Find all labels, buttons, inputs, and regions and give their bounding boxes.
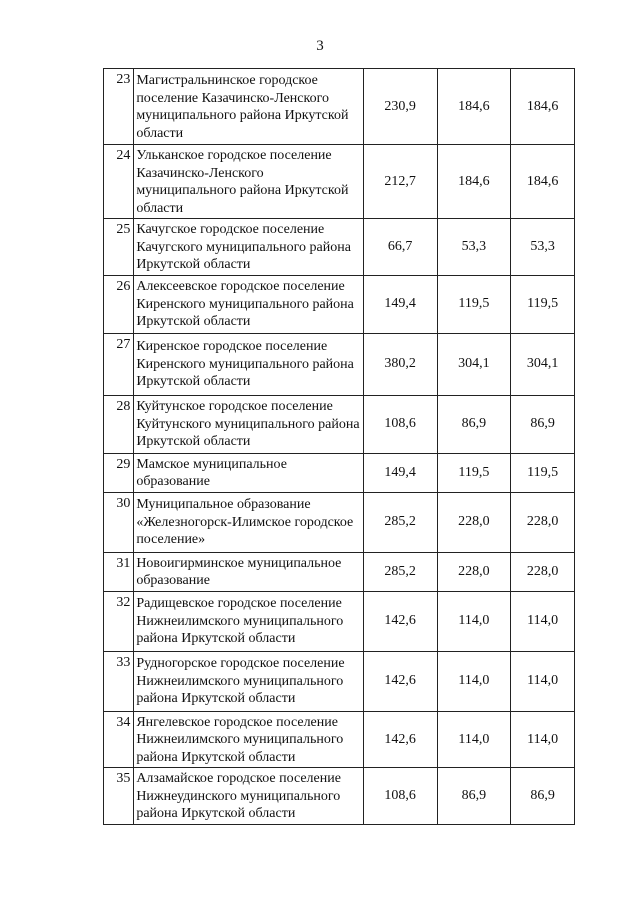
row-number: 33 [104,651,134,711]
page-number: 3 [316,38,324,54]
value-year-1: 142,6 [363,651,437,711]
value-year-3: 114,0 [511,591,575,651]
value-year-1: 142,6 [363,591,437,651]
table-row [104,651,575,711]
value-year-3: 53,3 [511,219,575,276]
row-number: 29 [104,453,134,492]
value-year-1: 149,4 [363,275,437,333]
table-row [104,492,575,552]
row-number: 35 [104,768,134,825]
value-year-2: 119,5 [437,453,511,492]
municipality-name: Алексеевское городское поселение Киренского муниципального района Иркутской области [134,275,363,333]
municipality-name: Радищевское городское поселение Нижнеилимского муниципального района Иркутской области [134,591,363,651]
value-year-1: 149,4 [363,453,437,492]
table-row [104,711,575,768]
municipality-name: Ульканское городское поселение Казачинско-Ленского муниципального района Иркутской области [134,145,363,219]
municipality-name: Качугское городское поселение Качугского муниципального района Иркутской области [134,219,363,276]
table-row [104,395,575,453]
row-number: 27 [104,333,134,395]
value-year-2: 304,1 [437,333,511,395]
value-year-1: 66,7 [363,219,437,276]
value-year-3: 114,0 [511,651,575,711]
row-number: 24 [104,145,134,219]
value-year-3: 228,0 [511,492,575,552]
table-row [104,219,575,276]
value-year-1: 108,6 [363,768,437,825]
table-row [104,591,575,651]
row-number: 31 [104,552,134,591]
value-year-2: 228,0 [437,552,511,591]
row-number: 30 [104,492,134,552]
value-year-2: 184,6 [437,69,511,145]
value-year-3: 114,0 [511,711,575,768]
row-number: 28 [104,395,134,453]
value-year-2: 86,9 [437,768,511,825]
municipality-name: Алзамайское городское поселение Нижнеудинского муниципального района Иркутской области [134,768,363,825]
value-year-3: 184,6 [511,69,575,145]
table-row [104,768,575,825]
municipalities-table [103,68,575,825]
table-row [104,69,575,145]
value-year-1: 285,2 [363,552,437,591]
municipality-name: Куйтунское городское поселение Куйтунского муниципального района Иркутской области [134,395,363,453]
value-year-1: 108,6 [363,395,437,453]
value-year-3: 228,0 [511,552,575,591]
municipality-name: Муниципальное образование «Железногорск-Илимское городское поселение» [134,492,363,552]
value-year-2: 228,0 [437,492,511,552]
table-row [104,333,575,395]
table-row [104,145,575,219]
value-year-2: 114,0 [437,591,511,651]
value-year-3: 119,5 [511,275,575,333]
value-year-3: 119,5 [511,453,575,492]
value-year-2: 86,9 [437,395,511,453]
value-year-1: 380,2 [363,333,437,395]
municipality-name: Новоигирминское муниципальное образование [134,552,363,591]
value-year-3: 184,6 [511,145,575,219]
row-number: 32 [104,591,134,651]
value-year-1: 212,7 [363,145,437,219]
value-year-3: 86,9 [511,395,575,453]
value-year-3: 86,9 [511,768,575,825]
municipality-name: Киренское городское поселение Киренского муниципального района Иркутской области [134,333,363,395]
value-year-3: 304,1 [511,333,575,395]
municipality-name: Магистральнинское городское поселение Казачинско-Ленского муниципального района Иркутской области [134,69,363,145]
value-year-2: 184,6 [437,145,511,219]
row-number: 25 [104,219,134,276]
value-year-1: 230,9 [363,69,437,145]
table-row [104,275,575,333]
municipality-name: Мамское муниципальное образование [134,453,363,492]
value-year-2: 114,0 [437,651,511,711]
municipality-name: Рудногорское городское поселение Нижнеилимского муниципального района Иркутской области [134,651,363,711]
row-number: 26 [104,275,134,333]
row-number: 23 [104,69,134,145]
value-year-1: 285,2 [363,492,437,552]
value-year-2: 119,5 [437,275,511,333]
row-number: 34 [104,711,134,768]
municipality-name: Янгелевское городское поселение Нижнеилимского муниципального района Иркутской области [134,711,363,768]
value-year-1: 142,6 [363,711,437,768]
value-year-2: 114,0 [437,711,511,768]
table-row [104,453,575,492]
value-year-2: 53,3 [437,219,511,276]
table-row [104,552,575,591]
